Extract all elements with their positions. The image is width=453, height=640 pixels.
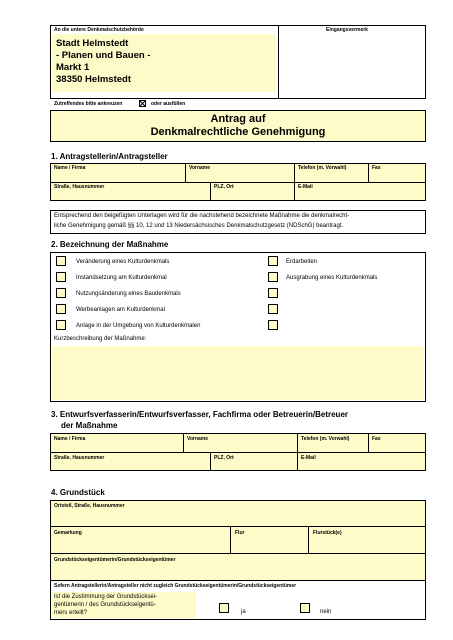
designer-phone-label[interactable]: Telefon (m. Vorwahl)	[301, 436, 350, 442]
consent-no-label: nein	[320, 609, 332, 615]
applicant-col-divider-5	[294, 182, 295, 201]
section-3-heading-line-1: 3. Entwurfsverfasserin/Entwurfsverfasser, Fachfirma oder Betreuerin/Betreuer	[51, 410, 348, 419]
checkbox-extra-3[interactable]	[268, 320, 278, 330]
section-1-heading: 1. Antragstellerin/Antragsteller	[51, 152, 168, 161]
receipt-label: Eingangsvermerk	[326, 27, 368, 33]
instruction-prefix: Zutreffendes bitte ankreuzen	[54, 101, 123, 107]
property-col-divider-2	[308, 526, 309, 553]
consent-no-checkbox[interactable]	[300, 603, 310, 613]
address-line-1: Stadt Helmstedt	[56, 38, 129, 49]
checkbox-repair[interactable]	[56, 272, 66, 282]
property-col-divider-1	[230, 526, 231, 553]
option-excavation: Ausgrabung eines Kulturdenkmals	[286, 275, 378, 281]
applicant-firstname-label[interactable]: Vorname	[189, 165, 211, 171]
form-title-line-1: Antrag auf	[210, 113, 266, 125]
consent-yes-label: ja	[241, 609, 246, 615]
declaration-line-2: liche Genehmigung gemäß §§ 10, 12 und 13 Niedersächsisches Denkmalschutzgesetz (NDSchG) beantragt.	[54, 223, 344, 229]
option-earthworks: Erdarbeiten	[286, 259, 318, 265]
applicant-phone-label[interactable]: Telefon (m. Vorwahl)	[298, 165, 347, 171]
property-row-divider-2	[50, 553, 426, 554]
section-2-heading: 2. Bezeichnung der Maßnahme	[51, 240, 169, 249]
description-field[interactable]	[52, 346, 424, 400]
description-label: Kurzbeschreibung der Maßnahme:	[54, 336, 147, 342]
checkbox-alteration[interactable]	[56, 256, 66, 266]
designer-col-divider-3	[368, 433, 369, 452]
designer-col-divider-1	[183, 433, 184, 452]
option-change-of-use: Nutzungsänderung eines Baudenkmals	[76, 291, 181, 297]
instruction-suffix: oder ausfüllen	[151, 101, 186, 107]
consent-heading: Sofern Antragstellerin/Antragsteller nicht zugleich Grundstückseigentümerin/Grundstückseigentümer	[54, 583, 297, 589]
checkbox-extra-2[interactable]	[268, 304, 278, 314]
option-surroundings: Anlage in der Umgebung von Kulturdenkmalen	[76, 323, 201, 329]
parcel-label[interactable]: Flurstück(e)	[313, 530, 342, 536]
address-line-4: 38350 Helmstedt	[56, 74, 131, 85]
option-alteration: Veränderung eines Kulturdenkmals	[76, 259, 170, 265]
designer-street-label[interactable]: Straße, Hausnummer	[54, 455, 105, 461]
consent-question-line-3: mers erteilt?	[54, 610, 88, 616]
designer-zip-label[interactable]: PLZ, Ort	[214, 455, 234, 461]
consent-question-line-1: Ist die Zustimmung der Grundstücksei-	[54, 594, 158, 600]
designer-row-divider	[50, 452, 426, 453]
consent-question-line-2: gentümerin / des Grundstückseigentü-	[54, 602, 156, 608]
designer-col-divider-4	[210, 452, 211, 471]
section-4-heading: 4. Grundstück	[51, 488, 105, 497]
designer-firstname-label[interactable]: Vorname	[187, 436, 209, 442]
applicant-col-divider-1	[185, 163, 186, 182]
applicant-email-label[interactable]: E-Mail	[298, 184, 313, 190]
option-advertising: Werbeanlagen am Kulturdenkmal	[76, 307, 165, 313]
checkbox-excavation[interactable]	[268, 272, 278, 282]
applicant-row-divider	[50, 182, 426, 183]
checkbox-change-of-use[interactable]	[56, 288, 66, 298]
address-line-2: - Planen und Bauen -	[56, 50, 151, 61]
checkbox-advertising[interactable]	[56, 304, 66, 314]
consent-yes-checkbox[interactable]	[219, 603, 229, 613]
applicant-street-label[interactable]: Straße, Hausnummer	[54, 184, 105, 190]
designer-col-divider-5	[297, 452, 298, 471]
declaration-line-1: Entsprechend den beigefügten Unterlagen wird für die nachstehend bezeichnete Maßnahme die denkmalrecht-	[54, 213, 350, 219]
applicant-zip-label[interactable]: PLZ, Ort	[214, 184, 234, 190]
owner-label[interactable]: Grundstückseigentümerin/Grundstückseigentümer	[54, 557, 176, 563]
corridor-label[interactable]: Flur	[235, 530, 245, 536]
district-label[interactable]: Gemarkung	[54, 530, 82, 536]
option-repair: Instandsetzung am Kulturdenkmal	[76, 275, 167, 281]
designer-col-divider-2	[297, 433, 298, 452]
applicant-col-divider-3	[368, 163, 369, 182]
address-line-3: Markt 1	[56, 62, 90, 73]
form-title-line-2: Denkmalrechtliche Genehmigung	[150, 126, 326, 138]
section-3-heading-line-2: der Maßnahme	[61, 421, 118, 430]
recipient-label: An die untere Denkmalschutzbehörde	[54, 27, 144, 33]
checkbox-earthworks[interactable]	[268, 256, 278, 266]
applicant-col-divider-2	[294, 163, 295, 182]
designer-name-label[interactable]: Name / Firma	[54, 436, 86, 442]
property-row-divider-1	[50, 526, 426, 527]
designer-email-label[interactable]: E-Mail	[301, 455, 316, 461]
applicant-fax-label[interactable]: Fax	[372, 165, 381, 171]
applicant-col-divider-4	[210, 182, 211, 201]
designer-fax-label[interactable]: Fax	[372, 436, 381, 442]
location-label[interactable]: Ortsteil, Straße, Hausnummer	[54, 503, 125, 509]
checkbox-extra-1[interactable]	[268, 288, 278, 298]
sample-checkbox-icon	[139, 100, 146, 107]
checkbox-surroundings[interactable]	[56, 320, 66, 330]
applicant-name-label[interactable]: Name / Firma	[54, 165, 86, 171]
header-divider	[278, 25, 279, 99]
